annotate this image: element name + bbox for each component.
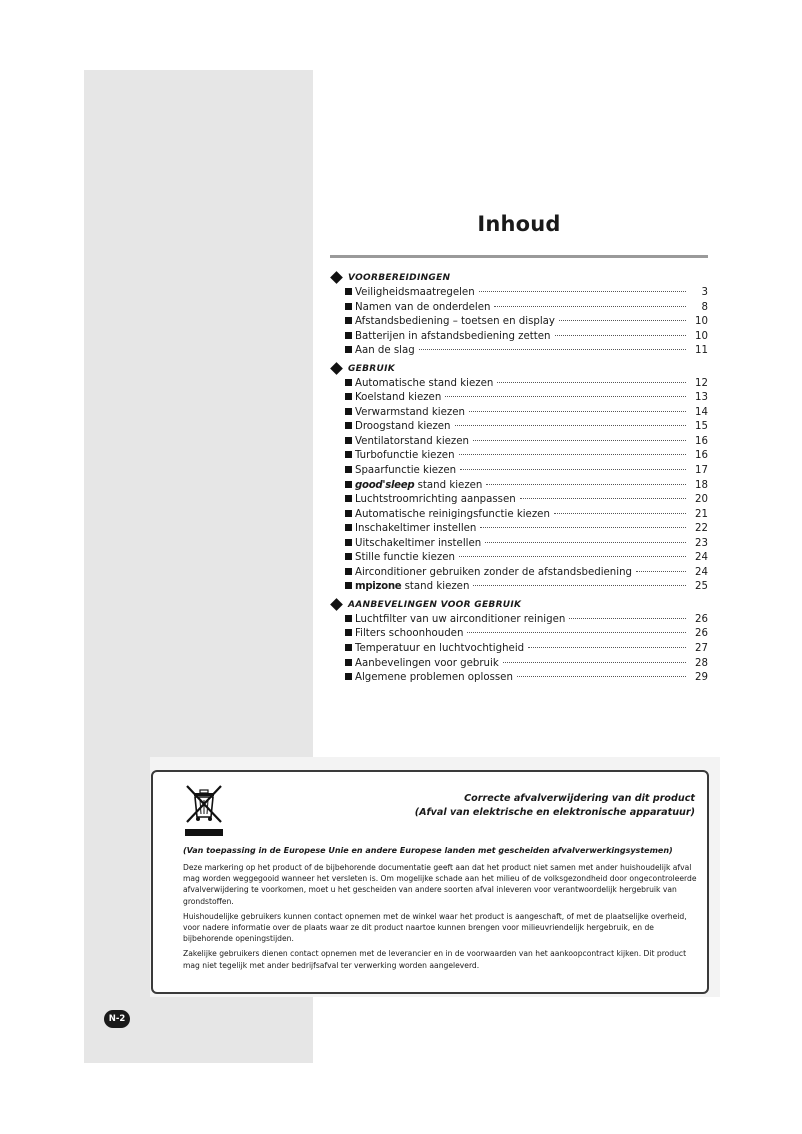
toc-entry-text: Airconditioner gebruiken zonder de afstandsbediening: [355, 566, 633, 578]
square-bullet-icon: [345, 629, 352, 636]
toc-page-number: 24: [695, 566, 708, 578]
toc-entry-label: [355, 522, 476, 537]
toc-entry-text: Turbofunctie kiezen: [355, 450, 455, 462]
toc-entry-text: Luchtfilter van uw airconditioner reinigen: [355, 613, 566, 625]
square-bullet-icon: [345, 379, 352, 386]
dot-leader: [528, 647, 686, 648]
toc-entry-label: [355, 301, 490, 316]
toc-page-number: 21: [695, 508, 708, 520]
toc-entry-label: [355, 551, 455, 566]
dot-leader: [455, 425, 686, 426]
square-bullet-icon: [345, 437, 352, 444]
toc-entry-label: [355, 406, 465, 421]
square-bullet-icon: [345, 510, 352, 517]
dot-leader: [494, 306, 686, 307]
toc-entry[interactable]: [330, 657, 708, 672]
dot-leader: [485, 542, 686, 543]
square-bullet-icon: [345, 346, 352, 353]
toc-entry-label: [355, 286, 475, 301]
toc-page-number: 24: [695, 552, 708, 564]
toc-entry-text: Veiligheidsmaatregelen: [355, 287, 475, 298]
toc-page-number: 29: [695, 672, 708, 684]
toc-entry-label: [355, 479, 482, 494]
toc-entry[interactable]: [330, 551, 708, 566]
dot-leader: [517, 676, 686, 677]
toc-entry-text: stand kiezen: [414, 479, 483, 491]
toc-entry-text: Namen van de onderdelen: [355, 301, 491, 313]
toc-entry-text: Inschakeltimer instellen: [355, 523, 477, 535]
toc-entry-text: Aanbevelingen voor gebruik: [355, 657, 499, 669]
toc-entry[interactable]: [330, 642, 708, 657]
toc-page-number: 3: [701, 287, 708, 298]
dot-leader: [497, 382, 686, 383]
square-bullet-icon: [345, 481, 352, 488]
toc-section-heading: [330, 597, 708, 613]
toc-page-number: 8: [701, 301, 708, 313]
weee-paragraph: Deze markering op het product of de bijbehorende documentatie geeft aan dat het product niet samen met ander huishoudelijk afval mag worden weggegooid wanneer het versleten is. Om mogelijke schade aan het milieu of de volksgezondheid door ongecontroleerde afvalverwijdering te voorkomen, moet u het gescheiden van andere soorten afval inleveren voor verantwoordelijk hergebruik van grondstoffen.: [183, 863, 697, 906]
square-bullet-icon: [345, 288, 352, 295]
dot-leader: [555, 335, 686, 336]
toc-entry-label: [355, 580, 469, 595]
square-bullet-icon: [345, 495, 352, 502]
dot-leader: [445, 396, 686, 397]
toc-entry-text: stand kiezen: [401, 581, 470, 593]
title-divider: [330, 255, 708, 258]
toc-entry-text: Luchtstroomrichting aanpassen: [355, 494, 516, 506]
toc-entry-text: Afstandsbediening – toetsen en display: [355, 316, 555, 328]
square-bullet-icon: [345, 659, 352, 666]
toc-page-number: 27: [695, 643, 708, 655]
toc-entry[interactable]: [330, 537, 708, 552]
toc-entry[interactable]: [330, 508, 708, 523]
toc-entry-label: [355, 493, 516, 508]
toc-section-heading-text: GEBRUIK: [348, 363, 396, 374]
square-bullet-icon: [345, 317, 352, 324]
dot-leader: [469, 411, 686, 412]
toc-entry[interactable]: [330, 522, 708, 537]
toc-entry-text: Algemene problemen oplossen: [355, 672, 513, 684]
toc-page-number: 16: [695, 435, 708, 447]
toc-entry[interactable]: [330, 344, 708, 359]
toc-entry-label: [355, 671, 513, 686]
dot-leader: [473, 440, 686, 441]
weee-body: [183, 862, 699, 975]
toc-entry-text: Aan de slag: [355, 345, 415, 357]
toc-entry-label: [355, 613, 565, 628]
diamond-bullet-icon: [330, 362, 343, 375]
toc-entry[interactable]: [330, 627, 708, 642]
toc-entry-label: [355, 508, 550, 523]
toc-entry-label: [355, 657, 499, 672]
square-bullet-icon: [345, 524, 352, 531]
toc-entry-text: Temperatuur en luchtvochtigheid: [355, 643, 525, 655]
toc-entry[interactable]: [330, 391, 708, 406]
toc-entry-label: [355, 391, 441, 406]
square-bullet-icon: [345, 451, 352, 458]
dot-leader: [479, 291, 686, 292]
dot-leader: [467, 632, 686, 633]
toc-entry[interactable]: [330, 671, 708, 686]
weee-heading: [415, 792, 695, 820]
toc-section: [330, 361, 708, 595]
dot-leader: [459, 556, 686, 557]
toc-entry[interactable]: [330, 301, 708, 316]
square-bullet-icon: [345, 582, 352, 589]
toc-entry[interactable]: [330, 493, 708, 508]
toc-entry[interactable]: [330, 377, 708, 392]
toc-section: [330, 270, 708, 359]
toc-entry-label: [355, 566, 632, 581]
toc-page-number: 12: [695, 377, 708, 389]
toc-entry-text: Stille functie kiezen: [355, 552, 455, 564]
diamond-bullet-icon: [330, 271, 343, 284]
toc-entry[interactable]: [330, 449, 708, 464]
toc-entry-text: Spaarfunctie kiezen: [355, 465, 457, 477]
weee-heading-line2: (Afval van elektrische en elektronische apparatuur): [414, 807, 695, 818]
weee-notice-box: [151, 770, 709, 994]
toc-entry[interactable]: [330, 613, 708, 628]
page-title: Inhoud: [477, 212, 561, 236]
toc-page-number: 28: [695, 657, 708, 669]
toc-section-heading: [330, 361, 708, 377]
toc-entry[interactable]: [330, 464, 708, 479]
toc-entry-text: Verwarmstand kiezen: [355, 406, 465, 418]
dot-leader: [460, 469, 686, 470]
toc-entry-text: Automatische reinigingsfunctie kiezen: [355, 508, 550, 520]
brand-logo-text: good'sleep: [355, 479, 415, 491]
toc-page-number: 18: [695, 479, 708, 491]
weee-paragraph: Zakelijke gebruikers dienen contact opnemen met de leverancier en in de voorwaarden van het aankoopcontract kijken. Dit product mag niet tegelijk met ander bedrijfsafval ter verwerking worden aangeleverd.: [183, 949, 687, 970]
toc-page-number: 25: [695, 581, 708, 593]
toc-entry[interactable]: [330, 580, 708, 595]
dot-leader: [486, 484, 686, 485]
toc-entry-label: [355, 627, 463, 642]
toc-entry-text: Droogstand kiezen: [355, 421, 451, 433]
toc-entry-label: [355, 315, 555, 330]
toc-page-number: 17: [695, 465, 708, 477]
toc-page-number: 14: [695, 406, 708, 418]
square-bullet-icon: [345, 568, 352, 575]
toc-page-number: 22: [695, 523, 708, 535]
toc-entry[interactable]: [330, 435, 708, 450]
toc-entry-text: Automatische stand kiezen: [355, 377, 494, 389]
dot-leader: [559, 320, 686, 321]
toc-page-number: 16: [695, 450, 708, 462]
dot-leader: [503, 662, 686, 663]
square-bullet-icon: [345, 644, 352, 651]
toc-entry-label: [355, 537, 481, 552]
dot-leader: [473, 585, 686, 586]
square-bullet-icon: [345, 422, 352, 429]
dot-leader: [569, 618, 686, 619]
toc-entry[interactable]: [330, 406, 708, 421]
table-of-contents: [330, 270, 708, 688]
toc-entry-text: Batterijen in afstandsbediening zetten: [355, 330, 551, 342]
toc-entry-label: [355, 449, 455, 464]
square-bullet-icon: [345, 553, 352, 560]
toc-page-number: 26: [695, 628, 708, 640]
toc-page-number: 11: [695, 345, 708, 357]
crossed-bin-icon: [181, 782, 231, 838]
square-bullet-icon: [345, 393, 352, 400]
square-bullet-icon: [345, 673, 352, 680]
square-bullet-icon: [345, 408, 352, 415]
dot-leader: [636, 571, 686, 572]
square-bullet-icon: [345, 615, 352, 622]
toc-entry-label: [355, 330, 551, 345]
toc-section: [330, 597, 708, 686]
toc-page-number: 10: [695, 316, 708, 328]
toc-entry[interactable]: [330, 315, 708, 330]
toc-entry-label: [355, 642, 524, 657]
toc-entry-label: [355, 464, 456, 479]
toc-page-number: 23: [695, 537, 708, 549]
toc-page-number: 13: [695, 392, 708, 404]
page-number-badge: N-2: [104, 1010, 130, 1028]
square-bullet-icon: [345, 332, 352, 339]
toc-page-number: 20: [695, 494, 708, 506]
toc-entry[interactable]: [330, 286, 708, 301]
toc-entry-label: [355, 420, 451, 435]
weee-paragraph: Huishoudelijke gebruikers kunnen contact opnemen met de winkel waar het product is aangeschaft, of met de plaatselijke overheid, voor nadere informatie over de plaats waar ze dit product naartoe kunnen brengen voor milieuvriendelijk hergebruik, en de bijbehorende openingstijden.: [183, 911, 687, 944]
square-bullet-icon: [345, 303, 352, 310]
toc-entry[interactable]: [330, 330, 708, 345]
dot-leader: [419, 349, 686, 350]
toc-entry-label: [355, 435, 469, 450]
weee-heading-line1: Correcte afvalverwijdering van dit product: [464, 793, 695, 804]
weee-subheading: (Van toepassing in de Europese Unie en andere Europese landen met gescheiden afvalverwerkingsystemen): [183, 846, 673, 855]
square-bullet-icon: [345, 539, 352, 546]
toc-entry-label: [355, 344, 415, 359]
dot-leader: [480, 527, 686, 528]
toc-entry-label: [355, 377, 493, 392]
square-bullet-icon: [345, 466, 352, 473]
toc-entry[interactable]: [330, 420, 708, 435]
toc-page-number: 10: [695, 330, 708, 342]
toc-entry[interactable]: [330, 479, 708, 494]
toc-entry-text: Filters schoonhouden: [355, 628, 464, 640]
toc-section-heading: [330, 270, 708, 286]
dot-leader: [520, 498, 686, 499]
dot-leader: [554, 513, 686, 514]
toc-page-number: 26: [695, 613, 708, 625]
toc-page-number: 15: [695, 421, 708, 433]
dot-leader: [459, 454, 686, 455]
toc-entry-text: Koelstand kiezen: [355, 392, 442, 404]
toc-entry-text: Uitschakeltimer instellen: [355, 537, 482, 549]
toc-entry[interactable]: [330, 566, 708, 581]
diamond-bullet-icon: [330, 598, 343, 611]
toc-section-heading-text: AANBEVELINGEN VOOR GEBRUIK: [348, 599, 522, 610]
toc-entry-text: Ventilatorstand kiezen: [355, 435, 469, 447]
brand-logo-text: mpizone: [355, 581, 402, 593]
toc-section-heading-text: VOORBEREIDINGEN: [348, 273, 451, 283]
